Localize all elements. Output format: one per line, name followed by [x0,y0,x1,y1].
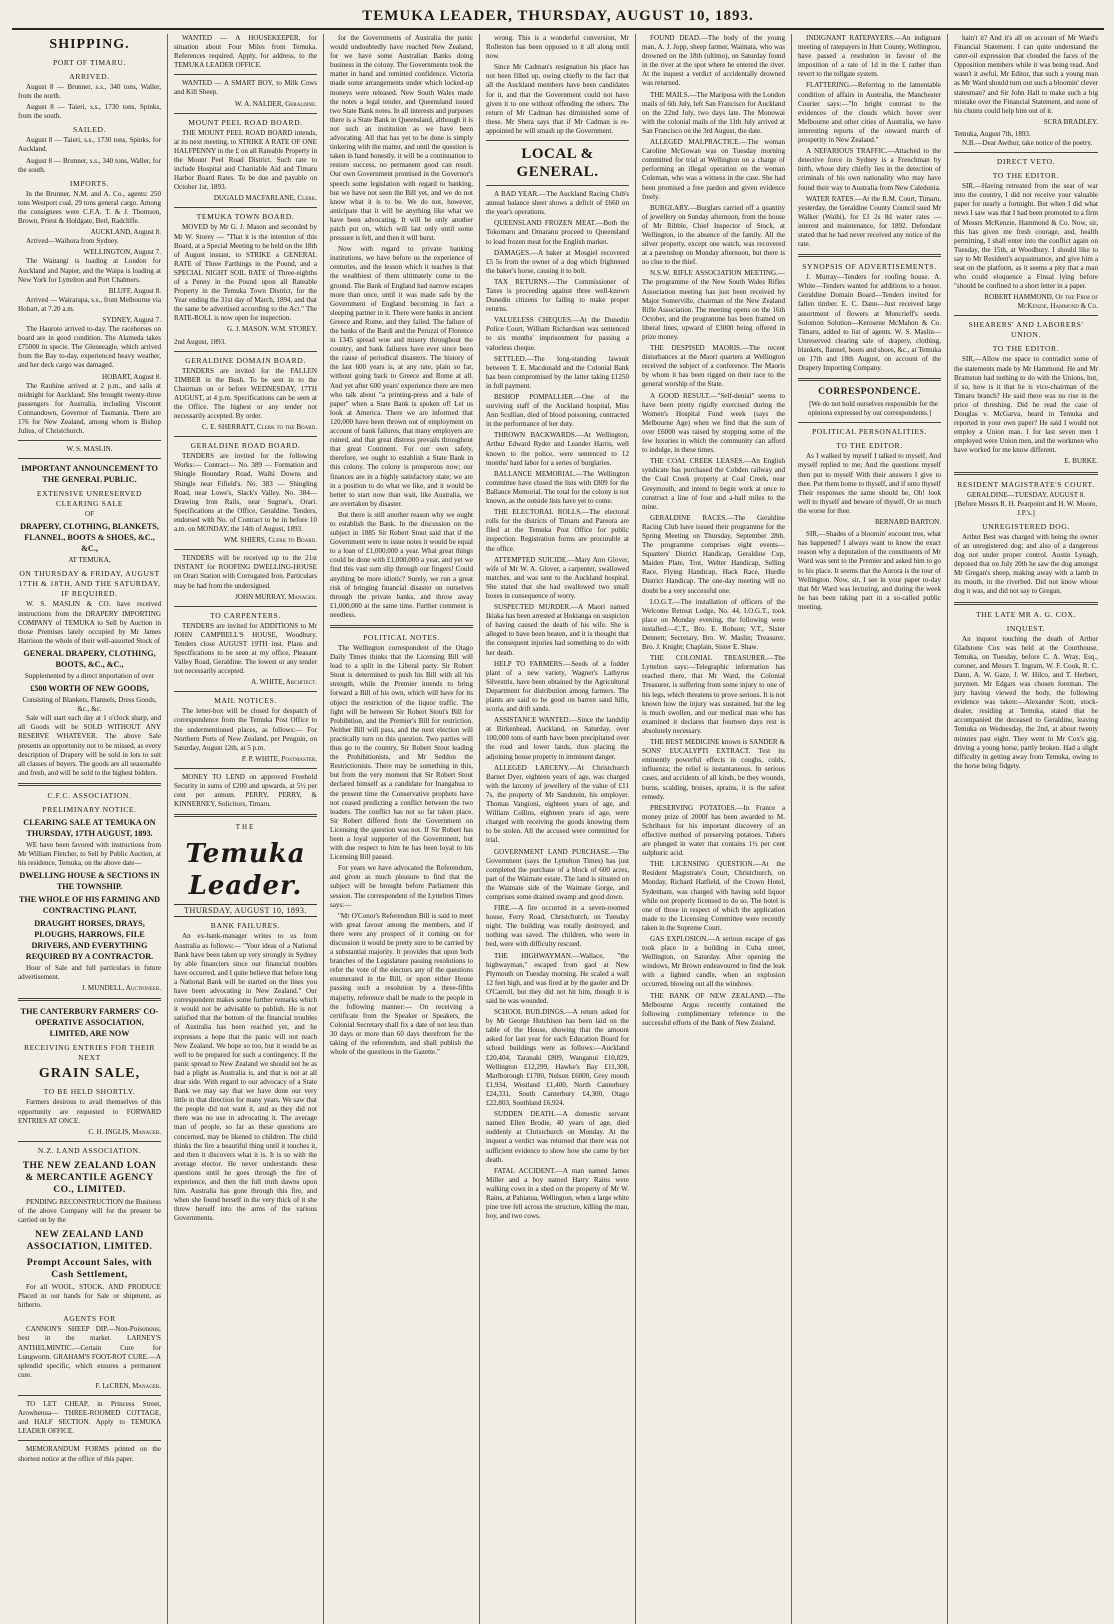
divider [330,625,473,628]
money-to-lend: MONEY TO LEND on approved Freehold Security in sums of £200 and upwards, at 5½ per cent per annum. PERRY, PERRY, & KINNERNEY, Solicitors, Timaru. [174,772,317,809]
news-4-9: BISHOP POMPALLIER.—One of the surviving staff of the Auckland hospital, Miss Ann Scullian, died of blood poisoning, contracted in the performance of her duty. [486,393,629,429]
pending-notice: PENDING RECONSTRUCTION the Business of the above Company will for the present be carried on by the [18,1197,161,1224]
arrived-heading: ARRIVED. [69,72,110,81]
news-4-11: BALLANCE MEMORIAL.—The Wellington committee have closed the lists with £809 for the Ballance Memorial. The total for the colony is not known, as the outside lists have yet to come. [486,469,629,506]
news-5-1: FOUND DEAD.—The body of the young man, A. J. Jopp, sheep farmer, Waimata, who was drowned on the 18th (ultimo), on Saturday found in the river at the spot where he entered the river. At the inquest a verdict of accidentally drowned was returned. [642,34,785,88]
arrival-2: August 8 — Taieri, s.s., 1730 tons, Spinks, from the south. [18,103,161,121]
stock-line-1: GENERAL DRAPERY, CLOTHING, BOOTS, &C., &C., [23,648,156,669]
auckland-text: Arrived—Waihora from Sydney. [26,237,119,246]
news-4-2: Since Mr Cadman's resignation his place has not been filled up, owing chiefly to the fact that all the Auckland members have been candidates for it, and that the Government could not have given it to one without offending the others. The return of Mr Cadman has diminished some of these. Mr Shera says that if Mr Cadman is re-appointed he will smash up the Government. [486,63,629,135]
divider [174,436,317,437]
rm-court-heading: RESIDENT MAGISTRATE'S COURT. [957,479,1095,489]
shiers-signature: WM. SHIERS, Clerk to Board. [223,536,317,545]
news-4-4: QUEENSLAND FROZEN MEAT.—Both the Tokomaru and Omaranu proceed to Queensland to load frozen meat for the English market. [486,219,629,246]
news-5-8: THE COAL CREEK LEASES.—An English syndicate has purchased the Cobden railway and the Coal Creek property at Coal Creek, near Greymouth, and intend to begin work at once to construct a line of four and a-half miles to the mine. [642,457,785,511]
bradley-signature: SCRA BRADLEY. [1043,117,1098,126]
column-5 [636,34,792,1624]
memorandum-notice: MEMORANDUM FORMS printed on the shortest notice at the office of this paper. [18,1445,161,1463]
divider [18,1395,161,1396]
domain-board-notice: TENDERS are invited for the FALLEN TIMBER in the Bush. To be sent in to the Chairman on or before WEDNESDAY, 17TH AUGUST, at 4 p.m. Specifications can be seen at the Office. The highest or any tender not necessarily accepted. By order. [174,366,317,421]
mail-notice-text: The letter-box will be closed for despatch of correspondence from the Temuka Post Office to the undermentioned places, as follows:— For Northern Ports of New Zealand, per Penguin, on Saturday, August 12th, at 5 p.m. [174,707,317,752]
bluff-text: Arrived — Wairarapa, s.s., from Melbourne via Hobart, at 7.20 a.m. [18,295,161,313]
news-5-9: GERALDINE RACES.—The Geraldine Racing Club have issued their programme for the Spring Meeting on Thursday, September 28th. The programme comprises eight events—Squatters' District Handicap, Geraldine Cup, Maiden Plate, Trot, Welter Handicap, Selling Race, Flying Handicap, Hack Race, Hurdle District Handicap. The one-day meeting will no doubt be a very successful one. [642,513,785,595]
nz-land-assoc-heading: NEW ZEALAND LAND ASSOCIATION, LIMITED. [26,1230,153,1253]
synopsis-text: J. Murray—Tenders for roofing house. A. White—Tenders wanted for additions to a house. Geraldine Domain Board—Tenders invited for fallen timber. E. C. Dann—Just received large assortment of flowers at Moncrieff's seeds. Solomon Solution—Kerosene McMahon & Co. Timaru, added to list of agents. W. S. Maslin—Unreserved clearing sale of drapery, clothing, blankets, flannel, boots and shoes, &c., at Temuka on 17th and 18th August, on account of the Drapery Importing Company. [798,273,941,373]
letter-text: SIR,—Shades of a bloomin' eocount tree, what has happened? I always want to know the exact reason why a deputation of the constituents of Mr Ward was sent to the Premier and asked him to go to his place. It seems that the Aurora is the tour of Wellington. Now, sir, I see in your paper to-day that Mr Ward was lecturing, and during the week he has been taking part in a so-called public meeting. [798,530,941,611]
correspondence-heading: CORRESPONDENCE. [818,387,921,398]
direct-veto-text: SIR,—Having retreated from the seat of war into the country, I did not receive your valuable paper for nearly a fortnight. But when I did what news I saw was that I had been promoted to a firm of Messrs McKenzie, Hammond & Co. Now, sir, this has given me fresh courage, and, health permitting, I shall enter into the conflict again on Tuesday, the 15th, at Woodbury. I should like to say to Mr Resident's acquaintance, and give him a seat on the platform, as it seems a pity that a man who could eloquence a Finsal lying before "should be confined to a short letter in a paper. [954,182,1098,291]
carpenters-notice: TENDERS are invited for ADDITIONS to Mr JOHN CAMPBELL'S HOUSE, Woodbury. Tenders close AUGUST 19TH inst. Plans and Specifications to be seen at my office, Pleasant Valley Road, Geraldine. The lowest or any tender not necessarily accepted. [174,621,317,676]
news-4-20: THE HIGHWAYMAN.—Wallace, "the highwayman," escaped from gaol at New Plymouth on Tuesday morning. He scaled a wall 12 feet high, and was fired at by the gaoler and Dr O'Carroll, but they did not hit him, though it is said he was wounded. [486,951,629,1005]
wellington-text: The Waitangi is loading at London for Auckland and Napier, and the Waipa is loading at New York for Lyttelton and Port Chalmers. [18,257,161,284]
columns [12,34,1104,1624]
news-6-3: A NEFARIOUS TRAFFIC.—Attached to the detective force in Sydney is a Frenchman by birth, whose duty chiefly lies in the detection of criminals of his own nationality who may have found their way to Australia from New Caledonia. [798,147,941,192]
news-4-22: SUDDEN DEATH.—A domestic servant named Ellen Brodie, 40 years of age, died suddenly at Christchurch on Monday. At the inquest a verdict was returned that there was not sufficient evidence to show how she came by her death. [486,1110,629,1164]
divider [174,113,317,114]
divider [18,458,161,459]
divider [798,422,941,423]
road-board-notice: TENDERS are invited for the following Works:— Contract— No. 389 — Formation and Shingle Boundary Road, Waihi Downs and Shingle near Fifield's. No. 383 — Shingling Road, near Lowe's, Slack's Valley. No. 384—Drawing Iron Rails, near Sugrue's, Orari. Specifications at the Office, Geraldine. Tenders, endorsed with No. of Contract to be in before 10 a.m. on MONDAY, the 14th of August, 1893. [174,452,317,534]
maslin-signature: W. S. MASLIN. [66,445,113,454]
imports-text: In the Brunner, N.M. and A. Co., agents: 250 tons Westport coal, 29 tons general cargo. Among the consignees were C.F.A. T. & J. Thomson, Brown, Priest & Holdgate, Berl, Radcliffe. [18,189,161,226]
hour-of-sale: Hour of Sale and full particulars in future advertisement. [18,964,161,982]
mundell-signature: J. MUNDELL, Auctioneer. [81,984,161,993]
hobart-dateline: HOBART, August 8. [102,372,161,381]
political-notes-1: The Wellington correspondent of the Otago Daily Times thinks that the Licensing Bill will lead to a split in the Liberal party. Sir Robert Stout is determined to push his Bill with all his strength, while the Premier intends to bring forward a Bill of his own, which will have for its object the restriction of the liquor traffic. The fight will be between Sir Robert Stout's Bill for Prohibition, and the Premier's Bill for restriction. Neither Bill will pass, and the next election will practically turn on this question. Two parties will thus go to the country, Sir Robert Stout leading the Prohibitionists, and Mr Seddon the Restrictionists. There may be something in this, but from the very moment that Sir Robert Stout declared himself as a candidate for Inangahua to the present time the Conservative prophets have not ceased predicting a conflict between the two leaders. The conflict has not so far taken place. Sir Robert differed from the Government on Licensing the question was not. If Sir Robert has been a loyal supporter of the Government, but with due respect to him he has been loyal to his Licensing Bill passed. [330,644,473,862]
temuka-leader-logo: Temuka Leader. [185,839,306,902]
divider [18,783,161,786]
issue-dateline: THURSDAY, AUGUST 10, 1893. [174,904,317,917]
shearers-text: SIR,—Allow me space to contradict some of the statements made by Mr Hammond. He and Mr Bramston had nothing to do with the Unions, but, if so, how is it that he is vice-chairman of the Timaru branch? He said there was no rise in the price of threshing. Did he read the case of Douglas v. McGarva, heard in Temuka and reported in your own paper? He said I would not employ a Union man. I for last seven men I employed were Union men, and the workmen who have worked for me know different. [954,355,1098,455]
arrival-1: August 8 — Brunner, s.s., 340 tons, Waller, from the north. [18,83,161,101]
inquest-heading: INQUEST. [1006,623,1046,633]
hobart-text: The Rauhine arrived at 2 p.m., and sails at midnight for Auckland. She brought twenty-three passengers for Australia, including Viscount Cotmandown, Governor of Tasmania. There are 176 for New Zealand, among whom is Bishop Julius, of Christchurch. [18,381,161,436]
synopsis-heading: SYNOPSIS OF ADVERTISEMENTS. [802,262,937,272]
extensive-heading: EXTENSIVE UNRESERVED CLEARING SALE [36,489,143,509]
shearers-heading: SHEARERS' AND LABORERS' UNION. [968,320,1084,340]
divider [954,315,1098,316]
news-5-5: N.S.W. RIFLE ASSOCIATION MEETING.—The programme of the New South Wales Rifles Association meeting has just been received by Major Somerville, chairman of the New Zealand Rifle Association. The meeting opens on the 16th October, and the programme has been framed on liberal lines, upward of £3000 being offered in prize money. [642,269,785,341]
news-4-1: wrong. This is a wonderful conversion, Mr Rolleston has been opposed to it all along until now. [486,34,629,61]
column-3 [324,34,480,1624]
sydney-dateline: SYDNEY, August 7. [102,315,161,324]
dwelling-line: DWELLING HOUSE & SECTIONS IN THE TOWNSHIP. [19,871,160,892]
divider [174,549,317,550]
cfc-heading: C.F.C. ASSOCIATION. [47,790,132,800]
news-4-15: HELP TO FARMERS.—Seeds of a fodder plant of a new variety, Wagner's Lathyrus Silvestris, have been obtained by the Agricultural Department for distribution among farmers. The plants are said to be good on barren sand hills, scoria, and drift sands. [486,659,629,714]
sydney-text: The Hauroto arrived to-day. The racehorses on board are in good condition. The Alameda takes £75000 in specie. The Gleneeagle, which arrived from the Bay to-day, experienced heavy weather, and her deck cargo was damaged. [18,325,161,370]
nz-land-heading: N.Z. LAND ASSOCIATION. [37,1145,142,1155]
sale-dates: ON THURSDAY & FRIDAY, AUGUST 17TH & 18TH, AND THE SATURDAY, IF REQUIRED. [18,569,161,599]
domain-board-heading: GERALDINE DOMAIN BOARD. [185,355,306,365]
news-5-7: A GOOD RESULT.—"Self-denial" seems to have been pretty rigidly exercised during the Women's Hospital Fund week (says the Melbourne Age) when we find that the sum of over £6000 was raised by stopping some of the few luxuries in which the community can afford to indulge, in these times. [642,391,785,455]
divider [954,472,1098,475]
news-5-6: THE DESPISED MAORIS.—The recent disturbances at the Maori quarters at Wellington received the subject of a conference. The Maoris by whom it has been rigged on their race to the general worship of the State. [642,344,785,389]
divider [174,768,317,769]
divider [18,1141,161,1142]
prompt-heading: Prompt Account Sales, with Cash Settlement, [26,1258,153,1281]
divider [798,378,941,381]
roofing-notice: TENDERS will be received up to the 21st INSTANT for ROOFING DWELLING-HOUSE on Orari Station with Corrugated Iron. Particulars may be had from the undersigned. [174,554,317,590]
maslin-notice: W. S. MASLIN & CO. have received instructions from the DRAPERY IMPORTING COMPANY of TEMUKA to Sell by Auction in those Premises lately occupied by Mr James Harrison the whole of their well-assorted Stock of [18,600,161,645]
divider [18,440,161,441]
column-4 [480,34,636,1624]
bank-failures-text: An ex-bank-manager writes to us from Australia as follows:— "Your ideas of a National Bank have been taken up very strongly in Sydney by able financiers since our financial troubles have occurred, and I quite believe that before long a National Bank will be started on the lines you have been advocating in New Zealand." Our correspondent makes some further remarks which it would not be advisable to publish. He is not satisfied that the bottom of the financial troubles of Australia has been reached yet, and he expresses a hope that the panic will not reach New Zealand. We hope so too, but it would be as well to be prepared for such a contingency. If the panic spread to New Zealand we should not be as bad a plight as Australia is, and that is not at all dear side. With regard to our advocacy of a State Bank we may say that we have done our very little in that direction for many years. We saw that the people did not want it, and as they did not there was no use in advocating it. The average man of people, so far as these questions are concerned, may be likened to children. The child thinks the fire a beautiful thing until it touches it, and then it discovers what it is. It is so with the average elector. He never understands these questions until he goes through the fire of experience, and then the full truth dawns upon him. Australia has gone through this fire, and when she found herself in the very thick of it she threw herself into the arms of the various Governments. [174,932,317,1223]
divider [174,606,317,607]
news-5-13: PRESERVING POTATOES.—In France a money prize of 2000f has been awarded to M. Schribaux for his important discovery of an effective method of preserving potatoes. Tubers are plunged in water that contains 1½ per cent sulphuric acid. [642,803,785,858]
preliminary-heading: PRELIMINARY NOTICE. [42,804,137,814]
shipping-heading: SHIPPING. [49,37,130,52]
divider [174,351,317,352]
mount-peel-notice: THE MOUNT PEEL ROAD BOARD intends, at its next meeting, to STRIKE A RATE OF ONE HALFPENNY in the £ on all Rateable Property in the Mount Peel Road District. Such rate to include Hospital and Charitable Aid and Timaru Harbor Board Rates. To be due and payable on October 1st, 1893. [174,128,317,192]
news-5-2: THE MAILS.—The Mariposa with the London mails of 6th July, left San Francisco for Auckland on the 22nd July, two days late. The Monowai with the colonial mails of the 11th July arrived at San Francisco on the 3rd August, the date. [642,90,785,135]
canterbury-heading: THE CANTERBURY FARMERS' CO-OPERATIVE ASSOCIATION, LIMITED, ARE NOW [20,1007,159,1039]
shortly-line: TO BE HELD SHORTLY. [43,1087,136,1097]
logo-the: THE [235,823,256,832]
divider [174,207,317,208]
at-temuka-line: AT TEMUKA, [68,556,111,565]
to-the-editor: TO THE EDITOR. [992,171,1060,181]
rm-court-text: Arthur Best was charged with being the owner of an unregistered dog; and also of a dangerous dog not under proper control. Austin Lynagh, deposed that on July 20th he saw the dog amongst Mr Gregan's sheep, making away with a lamb in its mouth, in the riverbed. Did not know whose dog it was, and did not say to Gregan. [954,532,1098,596]
unregistered-dog-heading: UNREGISTERED DOG. [982,521,1070,531]
wellington-dateline: WELLINGTON, August 7. [83,248,161,257]
barton-signature: BERNARD BARTON. [874,518,941,527]
news-5-15: GAS EXPLOSION.—A serious escape of gas took place in a building in Cuba street, Wellington, on Saturday. After opening the windows, Mr Brown endeavoured to find the leak with a lighted candle, when an explosion occurred, blowing out all the windows. [642,935,785,989]
news-4-18: GOVERNMENT LAND PURCHASE.—The Government (says the Lyttelton Times) has just completed the purchase of a block of 600 acres, part of the Waimate estate. The land is situated on the Waimate side of the Waimate Gorge, and comprises some drained swamp and good down. [486,847,629,901]
to-the-editor: TO THE EDITOR. [836,441,903,451]
news-5-16: THE BANK OF NEW ZEALAND.—The Melbourne Argus recently contained the following complimentary reference to the successful efforts of the Bank of New Zealand. [642,991,785,1027]
divider [954,602,1098,605]
auckland-dateline: AUCKLAND, August 8. [90,228,161,237]
sailing-2: August 8 — Brunner, s.s., 340 tons, Waller, for the south. [18,156,161,174]
port-heading: PORT OF TIMARU. [52,58,127,67]
draught-line: DRAUGHT HORSES, DRAYS, PLOUGHS, HARROWS, FILE DRIVERS, AND EVERYTHING REQUIRED BY A CONTRACTOR. [25,919,154,962]
agents-heading: AGENTS FOR [63,1314,116,1324]
news-4-19: FIRE.—A fire occurred in a seven-roomed house, Ferry Road, Christchurch, on Tuesday night. The building was totally destroyed, and nothing was saved. The children, who were in bed, were with difficulty rescued. [486,904,629,949]
news-4-5: DAMAGES.—A baker at Mosgiel recovered £5 5s from the owner of a dog which frightened the baker's horse, causing it to bolt. [486,248,629,275]
sailing-1: August 8 — Taieri, s.s., 1730 tons, Spinks, for Auckland. [18,136,161,154]
to-the-editor: TO THE EDITOR. [992,344,1060,354]
direct-veto-heading: DIRECT VETO. [996,157,1056,167]
town-board-date: 2nd August, 1893. [174,337,227,346]
letter-nb: N.B.—Dear Awthur, take notice of the poetry. [962,139,1093,148]
carpenters-heading: TO CARPENTERS. [210,610,281,620]
political-notes-heading: POLITICAL NOTES. [363,633,440,642]
mason-signature: G. J. MASON. W.M. STOREY. [226,325,317,334]
bluff-dateline: BLUFF, August 8. [108,286,161,295]
mount-peel-heading: MOUNT PEEL ROAD BOARD. [188,117,303,127]
news-4-12: THE ELECTORAL ROLLS.—The electoral rolls for the districts of Timaru and Pareora are filed at the Temuka Post Office for public inspection. Registration forms are procurable at the office. [486,508,629,553]
page-masthead: TEMUKA LEADER, THURSDAY, AUGUST 10, 1893. [12,6,1104,30]
correspondence-disclaimer: [We do not hold ourselves responsible for the opinions expressed by our correspondents.] [807,400,938,418]
news-4-3: A BAD YEAR.—The Auckland Racing Club's annual balance sheet shows a deficit of £660 on the year's operations. [486,190,629,217]
divider [798,254,941,257]
political-personalities-heading: POLITICAL PERSONALITIES. [812,427,927,437]
drapery-heading: DRAPERY, CLOTHING, BLANKETS, FLANNEL, BOOTS & SHOES, &C., &C., [20,522,159,554]
sale-details: Sale will start each day at 1 o'clock sharp, and all Goods will be SOLD WITHOUT ANY RESERVE WHATEVER. The above Sale presents an opportunity not to be missed, as every description of Drapery will be sold in lots to suit all classes of buyers. The goods are all seasonable and fresh, and will be sold to the highest bidders. [18,714,161,777]
news-4-8: SETTLED.—The long-standing lawsuit between T. E. Macdonald and the Colonial Bank has been compromised by the latter taking £1250 in full payment. [486,354,629,390]
news-5-4: BURGLARY.—Burglars carried off a quantity of jewellery on Sunday afternoon, from the house of Mr Ribble, Chief Inspector of Stock, at Wellington, in the absence of the family. All the silver property, except one watch, was recovered at a pawnshop on Monday afternoon, but there is no clue to the thief. [642,203,785,267]
news-5-12: THE BEST MEDICINE known is SANDER & SONS' EUCALYPTI EXTRACT. Test its eminently powerful effects in coughs, colds, influenza; the relief is instantaneous. In serious cases, and accidents of all kinds, be they wounds, burns, scalding, bruises, sprains, it is the safest remedy. [642,738,785,801]
rm-court-before: [Before Messrs R. H. Pearpoint and H. W. Moore, J.P.'s.] [954,499,1098,517]
news-4-14: SUSPECTED MURDER.—A Maori named Ikiaka has been arrested at Hokianga on suspicion of having caused the death of his wife. She is alleged to have been beaten, and it is thought that the consequent injuries had something to do with her death. [486,603,629,657]
news-4-16: ASSISTANCE WANTED.—Since the landslip at Birkenhead, Auckland, on Saturday, over 100,000 tons of earth have been precipitated over the road and lower lands, thus placing the adjoining house property in imminent danger. [486,716,629,761]
column-6 [792,34,948,1624]
white-signature: A. WHITE, Architect. [251,678,317,687]
divider [954,152,1098,153]
to-let-notice: TO LET CHEAP, in Princess Street, Arowhenua— THREE-ROOMED COTTAGE, and HALF SECTION. Apply to TEMUKA LEADER OFFICE. [18,1400,161,1436]
postmaster-signature: P. P. WHITE, Postmaster. [241,754,317,763]
nz-loan-heading: THE NEW ZEALAND LOAN & MERCANTILE AGENCY CO., LIMITED. [22,1160,157,1195]
inglis-signature: C. H. INGLIS, Manager. [88,1127,161,1136]
clearing-sale-text: WE have been favored with instructions from Mr William Fletcher, to Sell by Public Auction, at his residence, Temuka, on the above date— [18,840,161,868]
divider [18,1440,161,1441]
news-6-1: INDIGNANT RATEPAYERS.—An indignant meeting of ratepayers in Hutt County, Wellington, have passed a resolution in favour of the imposition of a rate of 1d in the £ rather than revert to the tollgate system. [798,34,941,79]
local-general-heading: LOCAL & GENERAL. [516,146,599,181]
lecren-signature: F. LeCREN, Manager. [95,1381,161,1390]
temuka-town-board-heading: TEMUKA TOWN BOARD. [196,212,295,222]
leader-continued-2: Now with regard to private banking institutions, we have before us the experience of centuries, and the lesson which it teaches is that the wealthiest of them ultimately come to the ground. The Bank of England had narrow escapes more than once, until it was made safe by the Government of England becoming in fact a sleeping partner in it. There were banks in ancient Greece and Rome, and they failed. The failure of the banks of the Bardi and the Peruzzi of Florence in 1345 spread woe and misery throughout the country, and bank failures have ever since been the cause of periodical disasters. The history of the last 600 years is, at any rate, plain so far, without going back to Greece and Rome at all. And yet after 600 years' experience there are men who talk about "a printing-press and a bale of paper" when a State Bank is spoken of! Let us look at America. There we are informed that 120,000 have been thrown out of employment on account of bank failures, that many employers are ruined, and that great distress prevails throughout that great Continent. For our own safety, therefore, we ought to establish a State Bank in this colony. The colony is prosperous now; our finances are in a highly satisfactory state; we are in a position to do what we like, and it would be better to start now than wait, like Australia, we are overtaken by disaster. [330,245,473,508]
divider [174,691,317,692]
news-6-2: FLATTERING.—Referring to the lamentable condition of affairs in Australia, the Manchester Courier says:—"In bright contrast to the evidences of the clouds which hover over Melbourne and other cities of Australia, we have interesting reports of the onward march of prosperity in New Zealand." [798,81,941,145]
agents-text: CANNON'S SHEEP DIP.—Non-Poisonous; best in the market. LARNEY'S ANTHELMINTIC.—Certain Cure for Lungworm. GRAHAM'S FOOT-ROT CURE.—A splendid specific, which ensures a permanent cure. [18,1325,161,1379]
stock-line-3: £500 WORTH OF NEW GOODS, [30,684,149,694]
announcement-heading: IMPORTANT ANNOUNCEMENT TO THE GENERAL PUBLIC. [21,464,158,485]
news-4-7: VALUELESS CHEQUES.—At the Dunedin Police Court, William Richardson was sentenced to six months' imprisonment for passing a valueless cheque. [486,316,629,352]
macfarlane-signature: DUGALD MACFARLANE, Clerk. [213,194,317,203]
news-4-6: TAX RETURNS.—The Commissioner of Taxes is proceeding against three well-known Dunedin citizens for failing to make proper returns. [486,277,629,314]
news-5-14: THE LICENSING QUESTION.—At the Resident Magistrate's Court, Christchurch, on Monday, Richard Hatfield, of the Crown Hotel, Sydenham, was charged with having sold liquor while not properly licensed to do so. The hotel is one of those in respect of which the application made to the Licensing Committee were recently taken in the Supreme Court. [642,860,785,932]
receiving-line: RECEIVING ENTRIES FOR THEIR NEXT [23,1043,156,1063]
clearing-sale-heading: CLEARING SALE AT TEMUKA ON THURSDAY, 17TH AUGUST, 1893. [23,817,156,838]
inquest-text: An inquest touching the death of Arthur Gladstone Cox was held at the Courthouse, Temuka, on Tuesday, before C. A. Wray, Esq., coroner, and Messrs T. Ingram, W. F. Cook, R. C. Dann, A. W. Gaze, J. W. Hilco, and T. Herbert, jurymen. Mr Edgars was chosen foreman. The jury having viewed the body, the following evidence was taken:—Alexander Scott, stock-dealer, residing at Temuka, stated that he accompanied the deceased to Geraldine, leaving Temuka on Wednesday, the 2nd, at about twenty minutes past eight. They went in Mr Cox's gig, driving a young horse, partly broken. Had a slight difficulty in getting away from Temuka, owing to the horse being fidgety. [954,634,1098,770]
nalder-signature: W. A. NALDER, Geraldine. [234,99,317,108]
cox-heading: THE LATE MR A. G. COX. [975,609,1077,619]
divider [486,140,629,141]
news-4-23: FATAL ACCIDENT.—A man named James Miller and a boy named Harry Rains were walking cows in a shed on the property of Mr W. Rains, at Pahiatua, Wellington, when a large white pine tree fell across the structure, killing the man, boy, and two cows. [486,1166,629,1221]
divider [486,185,629,186]
news-5-11: THE COLONIAL TREASURER.—The Lyttelton says:—Telegraphic information has reached there, that Mr Ward, the Colonial Treasurer, is suffering from some injury to one of his legs, which threatens to prove serious. It is not known how the injury was sustained, but the leg is much swollen, and our medical man who has examined it declares that fourteen days rest is absolutely necessary. [642,654,785,735]
stock-line-2: Supplemented by a direct importation of over [24,671,155,680]
poem-text: As I walked by myself I talked to myself, And myself replied to me; And the questions myself then put to myself With their answers I give to thee. Put them home to thyself, and if unto thyself Their responses the same should be, Oh! look well to thyself and beware of thyself, Or so much the worse for thee. [798,452,941,515]
bank-failures-heading: BANK FAILURES. [210,921,281,931]
for-all-line: For all WOOL, STOCK, AND PRODUCE Placed in our hands for Sale or shipment, as hitherto. [18,1283,161,1310]
news-4-21: SCHOOL BUILDINGS.—A return asked for by Mr George Hutchison has been laid on the table of the House, showing that the amount asked for last year for each Education Board for school buildings were as follows:—Auckland £20,404, Taranaki £809, Wanganui £10,829, Wellington £12,299, Hawke's Bay £11,308, Marlborough £1780, Nelson £6000, Grey mouth £1,934, Westland £1,400, North Canterbury £24,331, South Canterbury £4,300, Otago £22,803, Southland £6,924. [486,1008,629,1108]
plant-line: THE WHOLE OF HIS FARMING AND CONTRACTING PLANT, [18,895,161,916]
sailed-heading: SAILED. [72,125,107,135]
news-5-10: I.O.G.T.—The installation of officers of the Welcome Retreat Lodge, No. 44, I.O.G.T., took place on Monday evening, the following were installed:—C.T., Bro. E. Robson; V.T., Sister Dennett; Secretary, Bro. W. Maslin; Treasurer, Bro. J. Knight; Chaplain, Sister E. Shaw. [642,597,785,652]
political-notes-2: For years we have advocated the Referendum, and given as much pleasure to find that the subject will be brought before Parliament this session. The correspondent of the Lyttelton Times says:— [330,864,473,909]
stock-line-4: Consisting of Blankets, Flannels, Dress Goods, &c., &c. [22,696,157,714]
leader-continued-3: But there is still another reason why we ought to establish the Bank. In the discussion on the subject in 1885 Sir Robert Stout said that if the Government were to issue notes it would be equal to a loan of £1,000,000 a year. What great things could be done with £1,000,000 a year, and yet we find this vast sum slip through our fingers! Could anything be more idiotic? Surely, we run a great risk of bringing financial disaster on ourselves through the private banks, and throw away £1,000,000 at the same time. Further comment is needless. [330,510,473,619]
murray-signature: JOHN MURRAY, Manager. [235,592,317,601]
letter-date: Temuka, August 7th, 1893. [954,129,1031,138]
divider [18,998,161,1001]
column-1 [12,34,168,1624]
farmers-notice: Farmers desirous to avail themselves of this opportunity are requested to FORWARD ENTRIES AT ONCE. [18,1098,161,1125]
burke-signature: E. BURKE. [1064,457,1098,466]
news-5-3: ALLEGED MALPRACTICE.—The woman Caroline McGowan was on Tuesday morning committed for trial at Wellington on a charge of performing an illegal operation on the woman Coleman, who was a witness in the case. She had been promised a free pardon and given evidence freely. [642,138,785,201]
divider [174,814,317,817]
news-6-4: WATER RATES.—At the R.M. Court, Timaru, yesterday, the Geraldine County Council sued Mr Walker (Waihi), for £1 2s 8d water rates — interest and maintenance, for 1892. Defendant stated that he had never received any notice of the rate. [798,194,941,249]
road-board-heading: GERALDINE ROAD BOARD. [190,441,301,451]
news-4-13: ATTEMPTED SUICIDE.—Mary Ann Glover, wife of Mr W. A. Glover, a carpenter, swallowed matches, and was sent to the Auckland hospital. She stated that she had swallowed two small boxes in consequence of worry. [486,555,629,600]
temuka-town-board-notice: MOVED by Mr G. J. Mason and seconded by Mr W. Storey — "That it is the intention of this Board, at a Special Meeting to be held on the 18th of August instant, to STRIKE a GENERAL RATE of Three Farthings in the Pound, and a SPECIAL NIGHT SOIL RATE of Three-eighths of a Penny in the Pound upon all Rateable Property in the Temuka Town District, for the Year ending the 31st day of March, 1894, and that the same be advertised according to the Act." The RATE-ROLL is now open for inspection. [174,223,317,323]
news-4-17: ALLEGED LARCENY.—At Christchurch Barnet Dyer, eighteen years of age, was charged with the larceny of jewellery of the value of £11 7s, the property of Mr Sandstein, his employer. Thomas Vangioni, eighteen years of age, and William Collins, eighteen years of age, were charged with receiving the goods knowing them to be stolen. All the accused were committed for trial. [486,763,629,845]
rm-court-date: GERALDINE—TUESDAY, AUGUST 8. [966,490,1086,499]
column-7 [948,34,1104,1624]
hammond-signature: ROBERT HAMMOND, Of the Firm of McKenzie, Hammond & Co. [984,293,1098,311]
divider [174,74,317,75]
of-line: OF [84,510,95,519]
imports-heading: IMPORTS. [69,178,110,188]
news-4-10: THROWN BACKWARDS.—At Wellington, Arthur Edward Ryder and Leander Harris, well known to the police, were sentenced to 12 months' hard labor for a series of burglaries. [486,431,629,467]
sherratt-signature: C. E. SHERRATT, Clerk to the Board. [201,423,317,432]
wanted-boy: WANTED — A SMART BOY, to Milk Cows and Kill Sheep. [174,79,317,97]
mail-notices-heading: MAIL NOTICES. [214,696,277,706]
column-2 [168,34,324,1624]
wanted-housekeeper: WANTED — A HOUSEKEEPER, for situation about Four Miles from Temuka. References required. Apply, for address, to the TEMUKA LEADER OFFICE. [174,34,317,70]
letter-continued: hain't it? And it's all on account of Mr Ward's Financial Statement. I can quite understand the cater-oil expression that clouded the faces of the Opposition members while it was being read. And wasn't it awful, Mr Editor, that such a young man as Mr Ward should turn out such a bloomin' clever statesman? and Sir John Hall to make such a big mistake over the Financial Statement, and none of his chums could help him out of it. [954,34,1098,115]
political-notes-3: "Mr O'Conor's Referendum Bill is said to meet with great favour among the members, and if there were any prospect of it coming on for discussion it would be pretty sure to be carried by a substantial majority. It provides that upon both branches of the Legislature passing resolutions to refer the vote of the electors any of the questions enumerated in the Bill, or upon either House passing such a resolution by a three-fifths majority, reference shall be made to the people in the following manner:— On receiving a certificate from the Speaker or Speakers, the Colonial Secretary shall fix a date of not less than 30 days or more than 60 days therefrom for the taking of the referendum, and shall publish the whole of the questions in the Gazette." [330,911,473,1057]
grain-sale-heading: GRAIN SALE, [38,1066,141,1082]
leader-continued-1: for the Governments of Australia the panic would undoubtedly have reached New Zealand, for we have some Australian Banks doing business in the colony. The Governments took the matter in hand and remitted confidence. Victoria made some arrangements under which locked-up moneys were released. New South Wales made the notes a legal tender, and Queensland issued two State Bank notes. In all interests and purposes there is a State Bank in Queensland, although it is not such an institution as we have been advocating. All that has yet to be done is simply tinkering with the matter, and until the question is taken in hand honestly, it will be a continuation to restore success, no permanent good can result. Our own Government promised in the Governor's speech some legislation with regard to banking, but we have not seen the Bill yet, and we do not know what it is to be. We do not, however, anticipate that it will be anything like what we have been advocating. It will be only another patch put on, which will last only until some pressure is felt, and then it will burst. [330,34,473,243]
